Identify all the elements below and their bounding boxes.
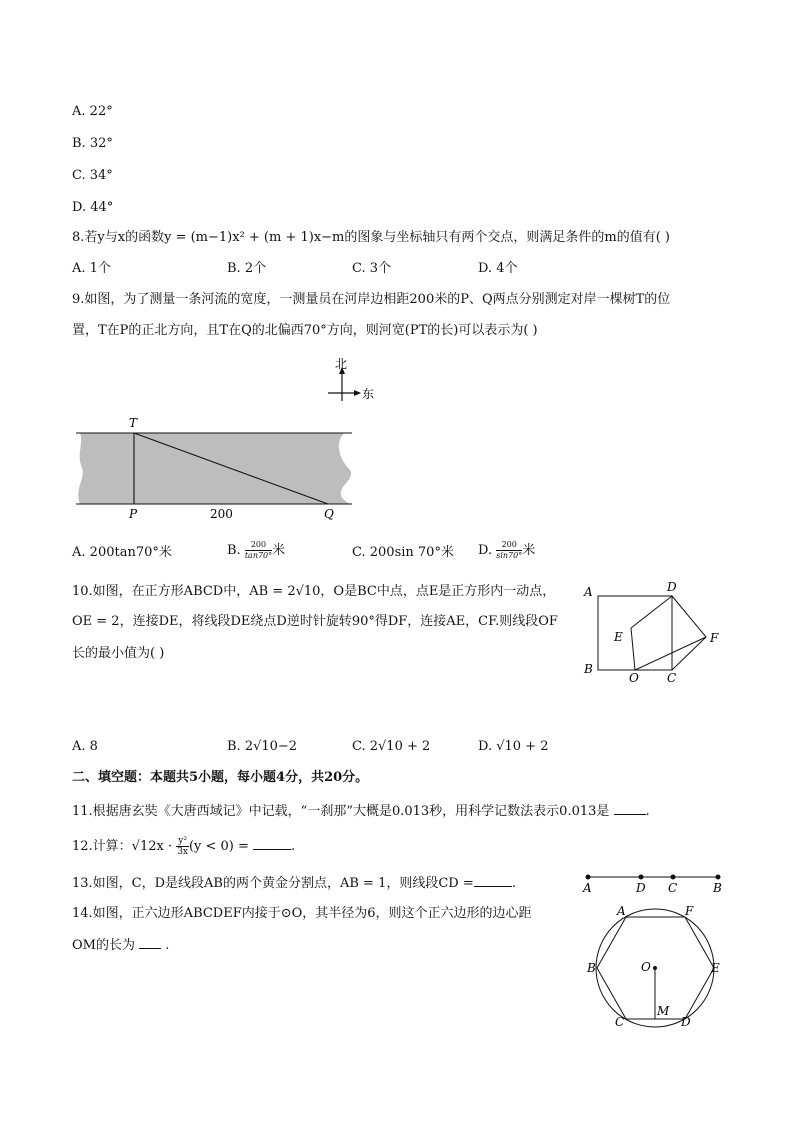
segment-de: [631, 596, 672, 628]
section-2-header: 二、填空题：本题共5小题，每小题4分，共20分。: [72, 770, 369, 785]
label-o: O: [629, 671, 639, 685]
q8-option-b: B. 2个: [227, 261, 267, 276]
segment-of: [635, 637, 706, 670]
q9-stem-line1: 9.如图，为了测量一条河流的宽度，一测量员在河岸边相距200米的P、Q两点分别测定对岸一棵树T的位: [72, 292, 671, 307]
segment-oe: [631, 628, 635, 670]
q14-stem-line2: OM的长为 .: [72, 938, 170, 953]
label-m: M: [657, 1004, 670, 1018]
label-c: C: [668, 881, 678, 895]
q14-hexagon-figure: [584, 902, 724, 1032]
segment-cf: [672, 637, 706, 670]
q8-option-d: D. 4个: [478, 261, 518, 276]
q8-option-c: C. 3个: [352, 261, 392, 276]
q12-answer-blank[interactable]: [253, 837, 291, 850]
q12-stem: 12.计算：√12x · $\frac{\text{y²}}{3x}$ (y < 0) = .: [72, 836, 296, 857]
label-c: C: [615, 1015, 625, 1029]
label-p: P: [129, 507, 138, 521]
label-d: D: [636, 881, 646, 895]
q7-option-d: D. 44°: [72, 200, 114, 215]
q7-option-a: A. 22°: [72, 104, 113, 119]
label-e: E: [614, 630, 623, 644]
segment-df: [672, 596, 706, 637]
label-200: 200: [210, 507, 233, 521]
q10-stem-line3: 长的最小值为( ): [72, 646, 165, 661]
label-t: T: [129, 416, 138, 430]
river-shading: [78, 433, 351, 504]
q10-option-c: C. 2√10 + 2: [352, 739, 431, 754]
label-o: O: [641, 960, 651, 974]
q9-compass: [320, 355, 380, 407]
label-q: Q: [324, 507, 334, 521]
q7-option-c: C. 34°: [72, 168, 113, 183]
compass-east-label: 东: [362, 387, 375, 401]
label-a: A: [584, 585, 593, 599]
q9-option-c: C. 200sin 70°米: [352, 545, 454, 560]
q9-option-b: B. $\frac{200}{\tan 70^\circ}$ 米: [227, 540, 286, 560]
q13-segment-figure: [578, 868, 728, 896]
label-f: F: [710, 631, 719, 645]
q10-option-a: A. 8: [72, 739, 98, 754]
label-d: D: [667, 580, 677, 594]
q9-option-d: D. $\frac{200}{\sin 70^\circ}$ 米: [478, 540, 536, 560]
q8-stem: 8.若y与x的函数y = (m−1)x² + (m + 1)x−m的图象与坐标轴只有两个交点，则满足条件的m的值有( ): [72, 230, 670, 245]
q11-stem: 11.根据唐玄奘《大唐西域记》中记载，“一刹那”大概是0.013秒，用科学记数法表示0.013是 .: [72, 804, 650, 819]
label-f: F: [685, 904, 694, 918]
q13-stem: 13.如图，C，D是线段AB的两个黄金分割点，AB = 1，则线段CD = .: [72, 876, 516, 891]
q7-option-b: B. 32°: [72, 136, 113, 151]
point-a: [586, 875, 591, 880]
label-b: B: [587, 961, 596, 975]
point-d: [639, 875, 644, 880]
point-b: [716, 875, 721, 880]
q10-square-figure: [578, 578, 728, 686]
label-e: E: [711, 961, 720, 975]
q8-option-a: A. 1个: [72, 261, 111, 276]
q13-answer-blank[interactable]: [474, 874, 512, 887]
q9-stem-line2: 置，T在P的正北方向，且T在Q的北偏西70°方向，则河宽(PT的长)可以表示为( ): [72, 323, 538, 338]
label-b: B: [584, 662, 593, 676]
q14-answer-blank[interactable]: [139, 936, 161, 949]
point-o: [653, 966, 657, 970]
q10-option-d: D. √10 + 2: [478, 739, 549, 754]
q10-option-b: B. 2√10−2: [227, 739, 298, 754]
q10-stem-line1: 10.如图，在正方形ABCD中，AB = 2√10，O是BC中点，点E是正方形内一动点，: [72, 584, 556, 599]
q14-stem-line1: 14.如图，正六边形ABCDEF内接于⊙O，其半径为6，则这个正六边形的边心距: [72, 906, 532, 921]
label-b: B: [713, 881, 722, 895]
point-c: [671, 875, 676, 880]
label-a: A: [617, 904, 626, 918]
q11-answer-blank[interactable]: [614, 802, 646, 815]
q9-river-figure: [72, 414, 362, 524]
q9-option-a: A. 200tan70°米: [72, 545, 172, 560]
square-abcd: [598, 596, 672, 670]
q10-stem-line2: OE = 2，连接DE，将线段DE绕点D逆时针旋转90°得DF，连接AE，CF.则线段OF: [72, 614, 558, 629]
compass-north-label: 北: [335, 357, 348, 371]
label-c: C: [667, 671, 677, 685]
label-a: A: [583, 881, 592, 895]
label-d: D: [681, 1015, 691, 1029]
